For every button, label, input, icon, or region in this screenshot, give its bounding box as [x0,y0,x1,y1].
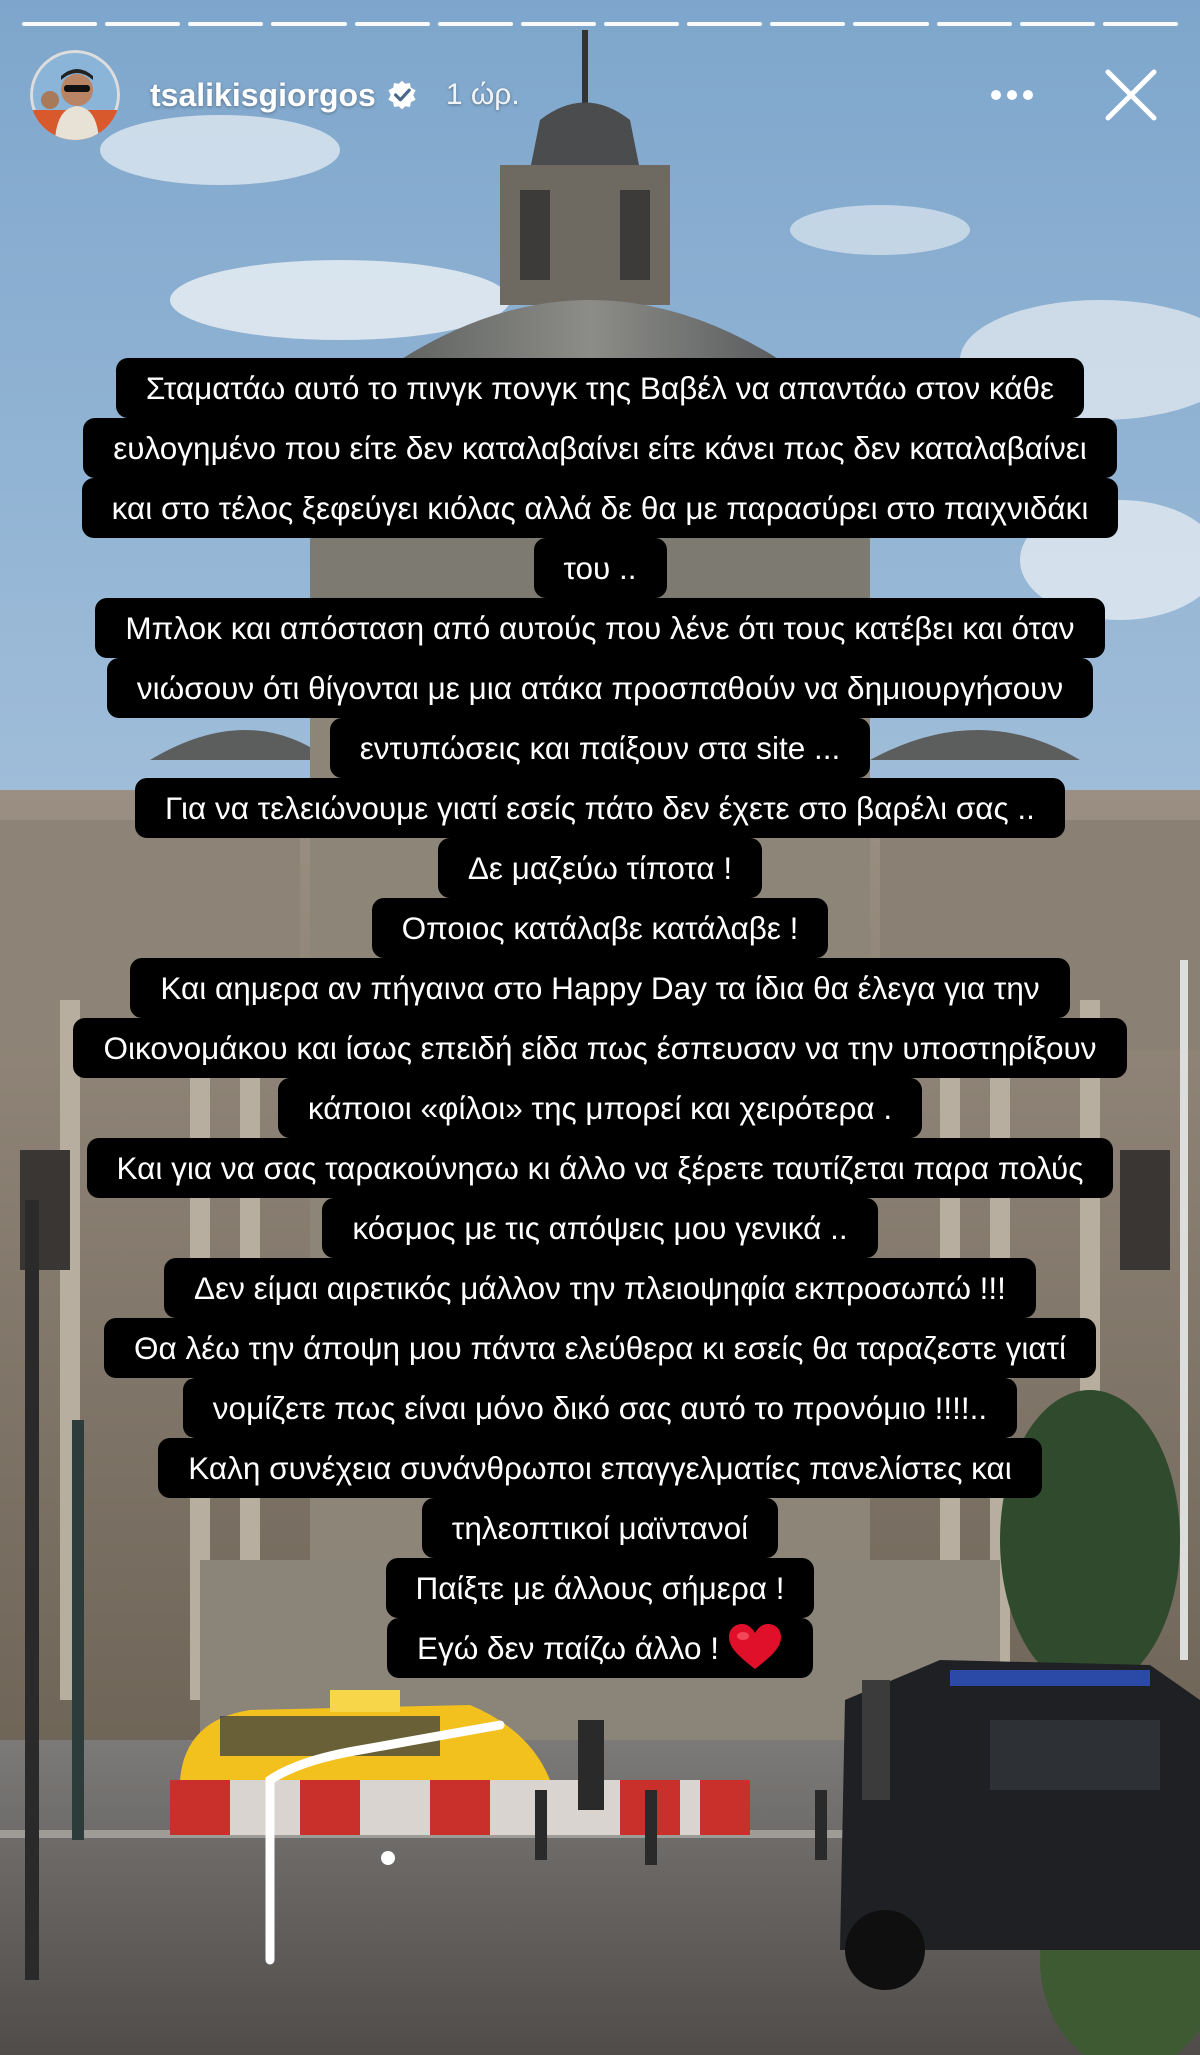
more-options-button[interactable] [982,70,1042,120]
post-time: 1 ώρ. [445,78,520,111]
progress-segment [937,22,1012,26]
story-caption [0,358,1200,1678]
caption-text: Εγώ δεν παίζω άλλο ! [416,1630,720,1666]
caption-line: τηλεοπτικοί μαϊντανοί [422,1498,778,1558]
progress-segment [188,22,263,26]
caption-line: του .. [534,538,667,598]
progress-segment [22,22,97,26]
caption-line: Σταματάω αυτό το πινγκ πονγκ της Βαβέλ να απαντάω στον κάθε [116,358,1084,418]
caption-line: Δεν είμαι αιρετικός μάλλον την πλειοψηφία εκπροσωπώ !!! [164,1258,1036,1318]
caption-line: Θα λέω την άποψη μου πάντα ελεύθερα κι εσείς θα ταραζεστε γιατί [104,1318,1096,1378]
caption-line: νομίζετε πως είναι μόνο δικό σας αυτό το προνόμιο !!!!.. [183,1378,1017,1438]
caption-line: Δε μαζεύω τίποτα ! [438,838,762,898]
progress-segment [1020,22,1095,26]
caption-line: εντυπώσεις και παίξουν στα site ... [330,718,871,778]
close-icon [1100,64,1162,126]
username[interactable]: tsalikisgiorgos [150,76,376,113]
progress-segment [438,22,513,26]
progress-segment [687,22,762,26]
caption-line: Για να τελειώνουμε γιατί εσείς πάτο δεν έχετε στο βαρέλι σας .. [135,778,1065,838]
progress-segment [521,22,596,26]
caption-line: κόσμος με τις απόψεις μου γενικά .. [322,1198,877,1258]
close-button[interactable] [1100,64,1162,126]
caption-line: και στο τέλος ξεφεύγει κιόλας αλλά δε θα με παρασύρει στο παιχνιδάκι [82,478,1119,538]
progress-segment [770,22,845,26]
caption-line-last [387,1618,813,1678]
caption-line: Και για να σας ταρακούνησω κι άλλο να ξέρετε ταυτίζεται παρα πολύς [87,1138,1114,1198]
caption-line: Και αημερα αν πήγαινα στο Happy Day τα ίδια θα έλεγα για την [130,958,1069,1018]
progress-segment [604,22,679,26]
more-horizontal-icon [982,70,1042,120]
progress-segment [355,22,430,26]
progress-segment [105,22,180,26]
caption-line: κάποιοι «φίλοι» της μπορεί και χειρότερα . [278,1078,922,1138]
heart-icon [727,1623,783,1673]
caption-line: Μπλοκ και απόσταση από αυτούς που λένε ότι τους κατέβει και όταν [95,598,1104,658]
caption-line: Οικονομάκου και ίσως επειδή είδα πως έσπευσαν να την υποστηρίξουν [73,1018,1126,1078]
caption-line: ευλογημένο που είτε δεν καταλαβαίνει είτε κάνει πως δεν καταλαβαίνει [83,418,1117,478]
caption-line: Παίξτε με άλλους σήμερα ! [386,1558,815,1618]
story-header [30,50,1170,140]
avatar-image [30,50,120,140]
caption-line: νιώσουν ότι θίγονται με μια ατάκα προσπαθούν να δημιουργήσουν [107,658,1093,718]
caption-line: Οποιος κατάλαβε κατάλαβε ! [372,898,829,958]
progress-segment [853,22,928,26]
progress-segment [271,22,346,26]
verified-badge-icon [386,79,418,111]
story-progress-bar [22,22,1178,27]
caption-line: Καλη συνέχεια συνάνθρωποι επαγγελματίες πανελίστες και [158,1438,1041,1498]
avatar[interactable] [30,50,120,140]
progress-segment [1103,22,1178,26]
